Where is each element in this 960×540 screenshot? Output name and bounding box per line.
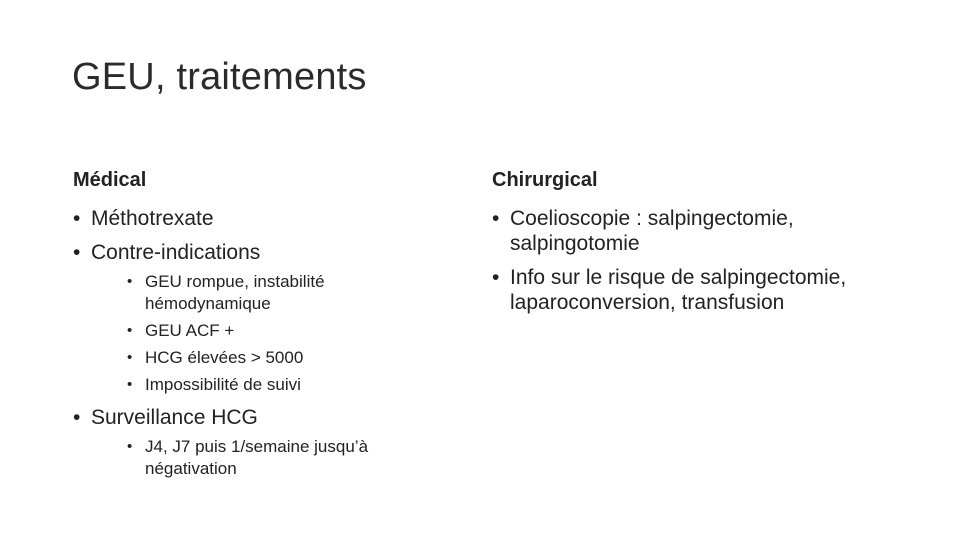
list-item xyxy=(73,240,433,396)
list-item xyxy=(492,265,860,315)
item-text: Coelioscopie : salpingectomie, salpingotomie xyxy=(510,207,794,255)
slide-title: GEU, traitements xyxy=(72,56,367,98)
bullet-icon: • xyxy=(73,207,81,230)
medical-column xyxy=(73,168,433,489)
bullet-icon: • xyxy=(127,376,133,393)
sub-list-item xyxy=(127,320,433,342)
sub-item-text: HCG élevées > 5000 xyxy=(145,348,304,367)
bullet-icon: • xyxy=(127,322,133,339)
list-item xyxy=(492,206,860,256)
sub-list-item xyxy=(127,347,433,369)
list-item xyxy=(73,405,433,480)
sub-list-item xyxy=(127,271,405,315)
chirurgical-column xyxy=(492,168,892,324)
bullet-icon: • xyxy=(127,438,133,455)
bullet-icon: • xyxy=(127,349,133,366)
item-text: Info sur le risque de salpingectomie, laparoconversion, transfusion xyxy=(510,266,847,314)
bullet-icon: • xyxy=(492,266,500,289)
item-text: Méthotrexate xyxy=(91,207,214,230)
sub-item-text: Impossibilité de suivi xyxy=(145,375,301,394)
chirurgical-list xyxy=(492,206,892,315)
sub-list-item xyxy=(127,374,433,396)
chirurgical-heading: Chirurgical xyxy=(492,169,598,191)
surveillance-sublist xyxy=(91,436,433,480)
sub-item-text: GEU rompue, instabilité hémodynamique xyxy=(145,272,325,313)
sub-list-item xyxy=(127,436,405,480)
list-item xyxy=(73,206,433,231)
bullet-icon: • xyxy=(73,406,81,429)
sub-item-text: J4, J7 puis 1/semaine jusqu’à négativation xyxy=(145,437,369,478)
bullet-icon: • xyxy=(127,273,133,290)
medical-list xyxy=(73,206,433,480)
bullet-icon: • xyxy=(492,207,500,230)
medical-heading: Médical xyxy=(73,169,147,191)
contre-indications-sublist xyxy=(91,271,433,396)
bullet-icon: • xyxy=(73,241,81,264)
sub-item-text: GEU ACF + xyxy=(145,321,235,340)
item-text: Surveillance HCG xyxy=(91,406,258,429)
item-text: Contre-indications xyxy=(91,241,261,264)
